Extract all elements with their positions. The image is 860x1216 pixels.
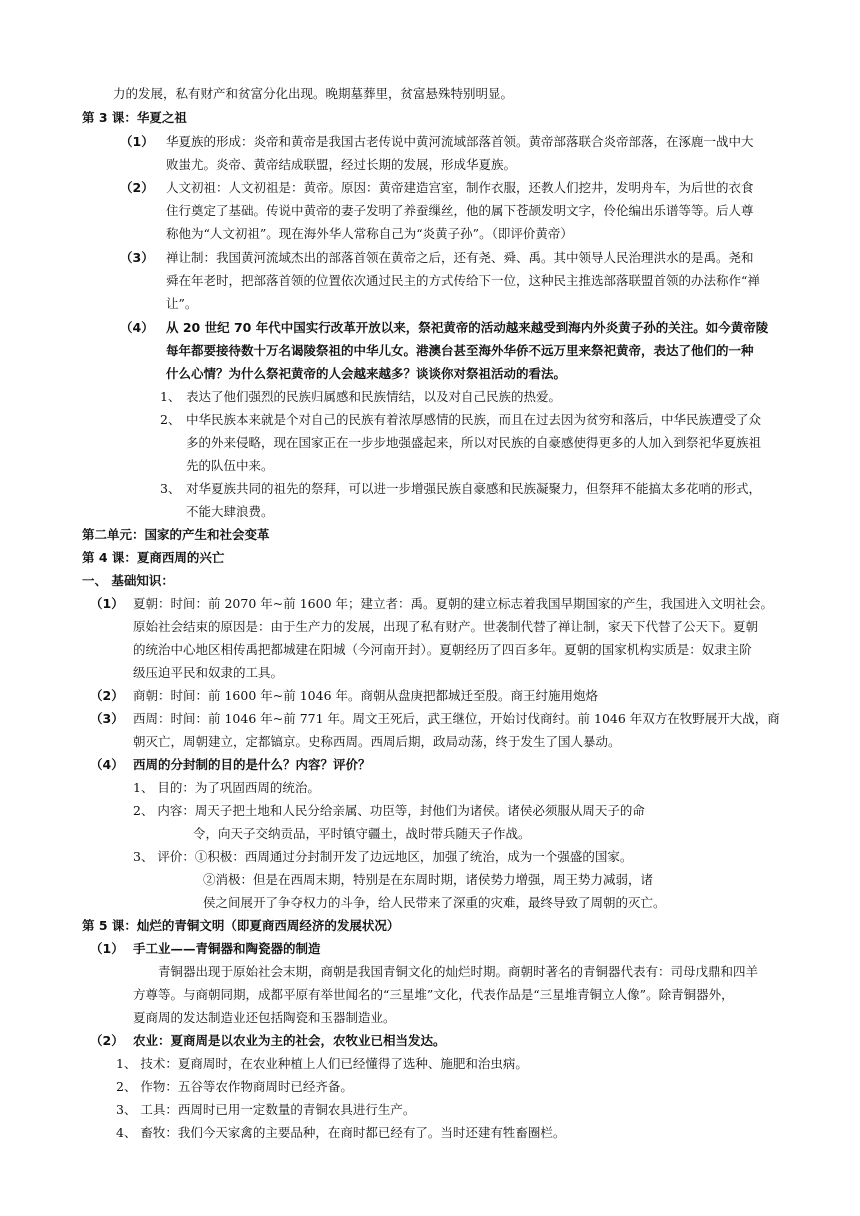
text-line: 2、 作物：五谷等农作物商周时已经齐备。 <box>116 1079 353 1094</box>
item-number: （2） <box>120 180 154 195</box>
text-line: 禅让制：我国黄河流域杰出的部落首领在黄帝之后，还有尧、舜、禹。其中领导人民治理洪水的是禹。尧和 <box>166 250 754 265</box>
text-line: 夏朝：时间：前 2070 年~前 1600 年；建立者：禹。夏朝的建立标志着我国早期国家的产生，我国进入文明社会。 <box>133 596 773 611</box>
text-line: 令，向天子交纳贡品，平时镇守疆土，战时带兵随天子作战。 <box>193 826 531 841</box>
text-line: 不能大肆浪费。 <box>186 504 274 519</box>
item-number: （1） <box>90 941 124 956</box>
text-line: 人文初祖：人文初祖是：黄帝。原因：黄帝建造宫室，制作衣服，还教人们挖井，发明舟车，为后世的衣食 <box>166 180 754 195</box>
list-number: 3、 <box>160 481 181 496</box>
item-number: （4） <box>120 320 154 335</box>
text-line: 3、 工具：西周时已用一定数量的青铜农具进行生产。 <box>116 1102 416 1117</box>
item-number: （1） <box>120 134 154 149</box>
text-line: 侯之间展开了争夺权力的斗争，给人民带来了深重的灾难，最终导致了周朝的灭亡。 <box>203 895 666 910</box>
text-line: 2、 内容：周天子把土地和人民分给亲属、功臣等，封他们为诸侯。诸侯必须服从周天子的命 <box>133 803 645 818</box>
text-line: 的统治中心地区相传禹把都城建在阳城（今河南开封）。夏朝经历了四百多年。夏朝的国家机构实质是：奴隶主阶 <box>133 642 752 657</box>
text-line: 称他为“人文初祖”。现在海外华人常称自己为“炎黄子孙”。（即评价黄帝） <box>166 226 573 241</box>
item-number: （3） <box>90 711 124 726</box>
text-line: 4、 畜牧：我们今天家禽的主要品种，在商时都已经有了。当时还建有牲畜圈栏。 <box>116 1125 566 1140</box>
unit-2-heading: 第二单元：国家的产生和社会变革 <box>82 527 270 542</box>
text-line: 表达了他们强烈的民族归属感和民族情结，以及对自己民族的热爱。 <box>186 389 562 404</box>
text-line: 力的发展，私有财产和贫富分化出现。晚期墓葬里，贫富悬殊特别明显。 <box>113 86 514 101</box>
text-line: ②消极：但是在西周末期，特别是在东周时期，诸侯势力增强，周王势力减弱，诸 <box>203 872 654 887</box>
question-text: 西周的分封制的目的是什么？内容？评价？ <box>133 757 371 772</box>
text-line: 原始社会结束的原因是：由于生产力的发展，出现了私有财产。世袭制代替了禅让制，家天下代替了公天下。夏朝 <box>133 619 759 634</box>
item-number: （2） <box>90 688 124 703</box>
text-line: 3、 评价：①积极：西周通过分封制开发了边远地区，加强了统治，成为一个强盛的国家。 <box>133 849 633 864</box>
text-line: 方尊等。与商朝同期，成都平原有举世闻名的“三星堆”文化，代表作品是“三星堆青铜立人像”。除青铜器外， <box>133 987 734 1002</box>
subheading: 农业：夏商周是以农业为主的社会，农牧业已相当发达。 <box>133 1033 446 1048</box>
lesson-4-heading: 第 4 课：夏商西周的兴亡 <box>82 550 225 565</box>
text-line: 1、 技术：夏商周时，在农业种植上人们已经懂得了选种、施肥和治虫病。 <box>116 1056 528 1071</box>
list-number: 1、 <box>160 389 181 404</box>
text-line: 夏商周的发达制造业还包括陶瓷和玉器制造业。 <box>133 1010 396 1025</box>
item-number: （1） <box>90 596 124 611</box>
text-line: 中华民族本来就是个对自己的民族有着浓厚感情的民族，而且在过去因为贫穷和落后，中华民族遭受了众 <box>186 412 762 427</box>
text-line: 让”。 <box>166 296 198 311</box>
text-line: 商朝：时间：前 1600 年~前 1046 年。商朝从盘庚把都城迁至殷。商王纣施用炮烙 <box>133 688 598 703</box>
text-line: 多的外来侵略，现在国家正在一步步地强盛起来，所以对民族的自豪感使得更多的人加入到祭祀华夏族祖 <box>186 435 762 450</box>
text-line: 西周：时间：前 1046 年~前 771 年。周文王死后，武王继位，开始讨伐商纣。前 1046 年双方在牧野展开大战，商 <box>133 711 780 726</box>
lesson-5-heading: 第 5 课：灿烂的青铜文明（即夏商西周经济的发展状况） <box>82 918 400 933</box>
text-line: 住行奠定了基础。传说中黄帝的妻子发明了养蚕缫丝，他的属下苍颉发明文字，伶伦编出乐谱等等。后人尊 <box>166 203 754 218</box>
text-line: 青铜器出现于原始社会末期，商朝是我国青铜文化的灿烂时期。商朝时著名的青铜器代表有：司母戊鼎和四羊 <box>158 964 759 979</box>
subheading: 手工业——青铜器和陶瓷器的制造 <box>133 941 321 956</box>
item-number: （3） <box>120 250 154 265</box>
text-line: 对华夏族共同的祖先的祭拜，可以进一步增强民族自豪感和民族凝聚力，但祭拜不能搞太多花哨的形式， <box>186 481 762 496</box>
question-text: 从 20 世纪 70 年代中国实行改革开放以来，祭祀黄帝的活动越来越受到海内外炎黄子孙的关注。如今黄帝陵 <box>166 320 769 335</box>
item-number: （2） <box>90 1033 124 1048</box>
text-line: 级压迫平民和奴隶的工具。 <box>133 665 284 680</box>
list-number: 2、 <box>160 412 181 427</box>
text-line: 华夏族的形成：炎帝和黄帝是我国古老传说中黄河流域部落首领。黄帝部落联合炎帝部落，在涿鹿一战中大 <box>166 134 754 149</box>
question-text: 每年都要接待数十万名谒陵祭祖的中华儿女。港澳台甚至海外华侨不远万里来祭祀黄帝，表达了他们的一种 <box>166 343 754 358</box>
text-line: 先的队伍中来。 <box>186 458 274 473</box>
item-number: （4） <box>90 757 124 772</box>
text-line: 1、 目的：为了巩固西周的统治。 <box>133 780 320 795</box>
lesson-3-heading: 第 3 课：华夏之祖 <box>82 110 187 125</box>
section-heading: 一、 基础知识： <box>82 573 174 588</box>
text-line: 败蚩尤。炎帝、黄帝结成联盟，经过长期的发展，形成华夏族。 <box>166 157 517 172</box>
text-line: 朝灭亡，周朝建立，定都镐京。史称西周。西周后期，政局动荡，终于发生了国人暴动。 <box>133 734 621 749</box>
text-line: 舜在年老时，把部落首领的位置依次通过民主的方式传给下一位，这种民主推选部落联盟首领的办法称作“禅 <box>166 273 760 288</box>
question-text: 什么心情？为什么祭祀黄帝的人会越来越多？谈谈你对祭祖活动的看法。 <box>166 366 567 381</box>
